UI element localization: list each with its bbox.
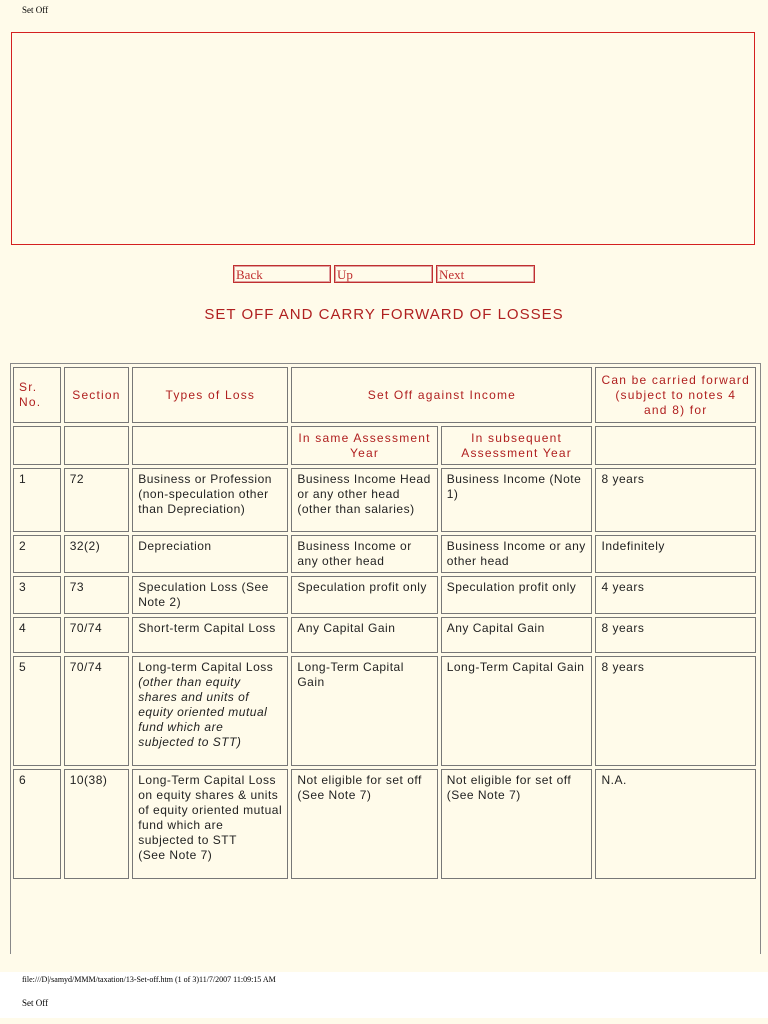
cell-type: Business or Profession (non-speculation other than Depreciation) xyxy=(132,468,288,532)
cell-section: 73 xyxy=(64,576,130,614)
cell-type: Depreciation xyxy=(132,535,288,573)
table-row xyxy=(13,535,756,573)
cell-same: Any Capital Gain xyxy=(291,617,437,653)
cell-sr: 6 xyxy=(13,769,61,879)
cell-subsequent: Any Capital Gain xyxy=(441,617,593,653)
cell-section: 32(2) xyxy=(64,535,130,573)
cell-type-note: (See Note 7) xyxy=(138,848,213,862)
nav-bar xyxy=(233,265,535,283)
cell-sr: 4 xyxy=(13,617,61,653)
cell-subsequent: Long-Term Capital Gain xyxy=(441,656,593,766)
cell-type: Short-term Capital Loss xyxy=(132,617,288,653)
cell-same: Not eligible for set off (See Note 7) xyxy=(291,769,437,879)
page-heading: SET OFF AND CARRY FORWARD OF LOSSES xyxy=(204,306,564,323)
header-same-year: In same Assessment Year xyxy=(291,426,437,465)
cell-type-text: Long-term Capital Loss xyxy=(138,660,274,674)
cell-same: Business Income or any other head xyxy=(291,535,437,573)
cell-subsequent: Business Income (Note 1) xyxy=(441,468,593,532)
cell-type xyxy=(132,769,288,879)
table-row xyxy=(13,656,756,766)
next-link[interactable]: Next xyxy=(436,265,535,283)
header-srno: Sr. No. xyxy=(13,367,61,423)
header-subsequent-year: In subsequent Assessment Year xyxy=(441,426,593,465)
cell-sr: 2 xyxy=(13,535,61,573)
cell-same: Business Income Head or any other head (other than salaries) xyxy=(291,468,437,532)
cell-carry: Indefinitely xyxy=(595,535,756,573)
header-section: Section xyxy=(64,367,130,423)
cell-subsequent: Speculation profit only xyxy=(441,576,593,614)
table-row xyxy=(13,576,756,614)
cell-sr: 1 xyxy=(13,468,61,532)
header-type: Types of Loss xyxy=(132,367,288,423)
table-header-row xyxy=(13,367,756,423)
cell-sr: 5 xyxy=(13,656,61,766)
cell-carry: 4 years xyxy=(595,576,756,614)
cell-section: 70/74 xyxy=(64,617,130,653)
footer-path: file:///D|/samyd/MMM/taxation/13-Set-off.htm (1 of 3)11/7/2007 11:09:15 AM xyxy=(22,975,276,984)
cell-type: Speculation Loss (See Note 2) xyxy=(132,576,288,614)
header-setoff: Set Off against Income xyxy=(291,367,592,423)
cell-subsequent: Not eligible for set off (See Note 7) xyxy=(441,769,593,879)
cell-type xyxy=(132,656,288,766)
cell-type-italic-note: (other than equity shares and units of equity oriented mutual fund which are subjected to STT) xyxy=(138,675,268,749)
cell-section: 70/74 xyxy=(64,656,130,766)
empty-cell xyxy=(13,426,61,465)
table-frame xyxy=(10,363,761,954)
cell-type-text: Long-Term Capital Loss on equity shares & units of equity oriented mutual fund which are subjected to STT xyxy=(138,773,283,847)
cell-same: Long-Term Capital Gain xyxy=(291,656,437,766)
empty-cell xyxy=(132,426,288,465)
table-row xyxy=(13,769,756,879)
losses-table xyxy=(10,364,759,882)
cell-carry: 8 years xyxy=(595,468,756,532)
table-subheader-row xyxy=(13,426,756,465)
cell-carry: N.A. xyxy=(595,769,756,879)
back-link[interactable]: Back xyxy=(233,265,331,283)
up-link[interactable]: Up xyxy=(334,265,433,283)
cell-section: 10(38) xyxy=(64,769,130,879)
cell-same: Speculation profit only xyxy=(291,576,437,614)
header-carry: Can be carried forward (subject to notes 4 and 8) for xyxy=(595,367,756,423)
cell-subsequent: Business Income or any other head xyxy=(441,535,593,573)
page-2-header-title: Set Off xyxy=(22,998,49,1008)
cell-carry: 8 years xyxy=(595,656,756,766)
empty-cell xyxy=(595,426,756,465)
banner-frame xyxy=(11,32,755,245)
table-row xyxy=(13,617,756,653)
table-row xyxy=(13,468,756,532)
page-header-title: Set Off xyxy=(22,5,49,15)
cell-sr: 3 xyxy=(13,576,61,614)
empty-cell xyxy=(64,426,130,465)
cell-section: 72 xyxy=(64,468,130,532)
page-2 xyxy=(0,1018,768,1024)
cell-carry: 8 years xyxy=(595,617,756,653)
